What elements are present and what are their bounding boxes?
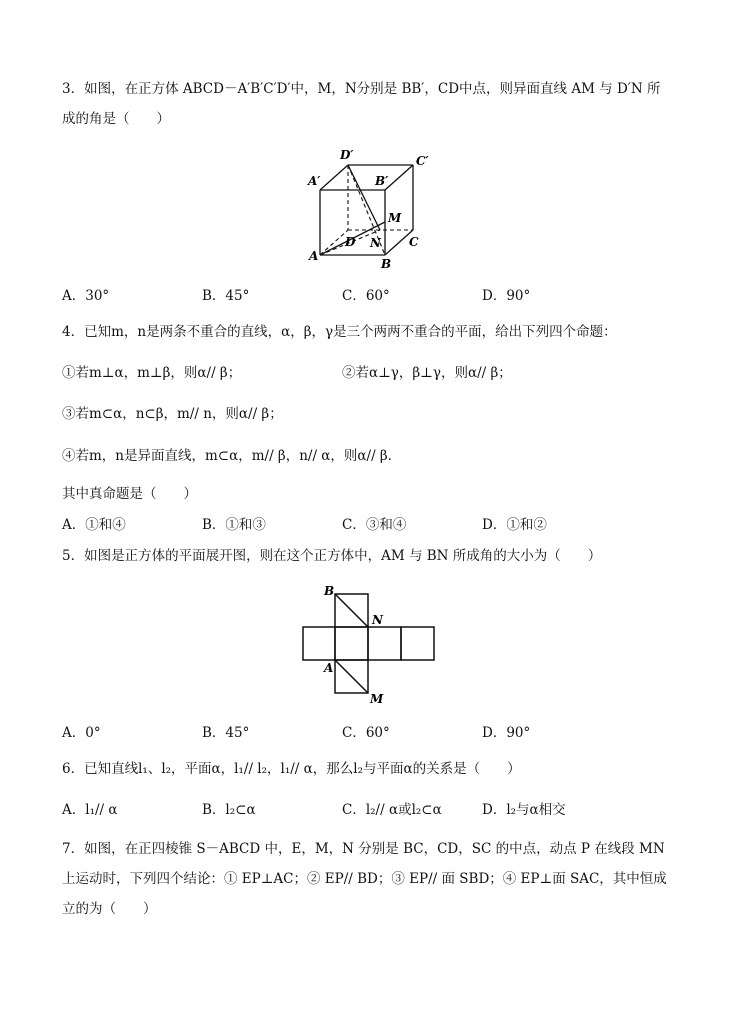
q6-option-b: B．l₂⊂α — [202, 802, 256, 818]
q6-line1: 6．已知直线l₁、l₂，平面α，l₁// l₂，l₁// α，那么l₂与平面α的关系是（ ） — [62, 761, 521, 777]
q5-option-c: C．60° — [342, 725, 390, 741]
q3-label-C: C — [409, 235, 419, 249]
q3-label-B: B — [381, 257, 392, 271]
q4-proposition-1: ①若m⊥α，m⊥β，则α// β； — [62, 365, 242, 381]
q4-proposition-2: ②若α⊥γ，β⊥γ，则α// β； — [342, 365, 512, 381]
q5-net-figure — [295, 580, 445, 705]
q3-label-Bp: B′ — [375, 174, 389, 188]
q4-option-c: C．③和④ — [342, 517, 407, 533]
q5-option-d: D．90° — [482, 725, 531, 741]
q4-option-d: D．①和② — [482, 517, 547, 533]
q5-option-a: A．0° — [62, 725, 101, 741]
q5-option-b: B．45° — [202, 725, 250, 741]
q3-label-Ap: A′ — [308, 174, 321, 188]
q3-cube-figure — [305, 148, 445, 273]
q7-line3: 立的为（ ） — [62, 901, 157, 917]
q5-label-A: A — [324, 661, 334, 675]
q3-label-D: D — [345, 235, 356, 249]
q4-proposition-3: ③若m⊂α，n⊂β，m// n，则α// β； — [62, 406, 283, 422]
q4-line1: 4．已知m，n是两条不重合的直线，α，β，γ是三个两两不重合的平面，给出下列四个命题： — [62, 324, 617, 340]
q3-option-b: B．45° — [202, 288, 250, 304]
q6-option-d: D．l₂与α相交 — [482, 802, 566, 818]
q3-option-a: A．30° — [62, 288, 110, 304]
q5-label-B: B — [324, 584, 335, 598]
q4-stem: 其中真命题是（ ） — [62, 486, 197, 502]
q3-label-Cp: C′ — [416, 154, 429, 168]
q4-option-a: A．①和④ — [62, 517, 126, 533]
q3-label-A: A — [309, 249, 319, 263]
q3-label-Dp: D′ — [340, 148, 354, 162]
q7-line2: 上运动时，下列四个结论：① EP⊥AC；② EP// BD；③ EP// 面 SBD；④ EP⊥面 SAC，其中恒成 — [62, 871, 667, 887]
q5-line1: 5．如图是正方体的平面展开图，则在这个正方体中，AM 与 BN 所成角的大小为（ ） — [62, 548, 602, 564]
q3-line1: 3．如图，在正方体 ABCD－A′B′C′D′中，M，N分别是 BB′，CD中点，则异面直线 AM 与 D′N 所 — [62, 81, 661, 97]
q5-label-N: N — [372, 613, 383, 627]
q6-option-c: C．l₂// α或l₂⊂α — [342, 802, 442, 818]
q6-option-a: A．l₁// α — [62, 802, 118, 818]
q3-option-c: C．60° — [342, 288, 390, 304]
q3-label-N: N — [370, 236, 381, 250]
q4-proposition-4: ④若m，n是异面直线，m⊂α，m// β，n// α，则α// β． — [62, 448, 402, 464]
q7-line1: 7．如图，在正四棱锥 S－ABCD 中，E，M，N 分别是 BC，CD，SC 的中点，动点 P 在线段 MN — [62, 841, 665, 857]
q3-line2: 成的角是（ ） — [62, 111, 170, 127]
q3-option-d: D．90° — [482, 288, 531, 304]
q3-label-M: M — [388, 211, 402, 225]
q5-label-M: M — [370, 692, 384, 705]
q4-option-b: B．①和③ — [202, 517, 266, 533]
